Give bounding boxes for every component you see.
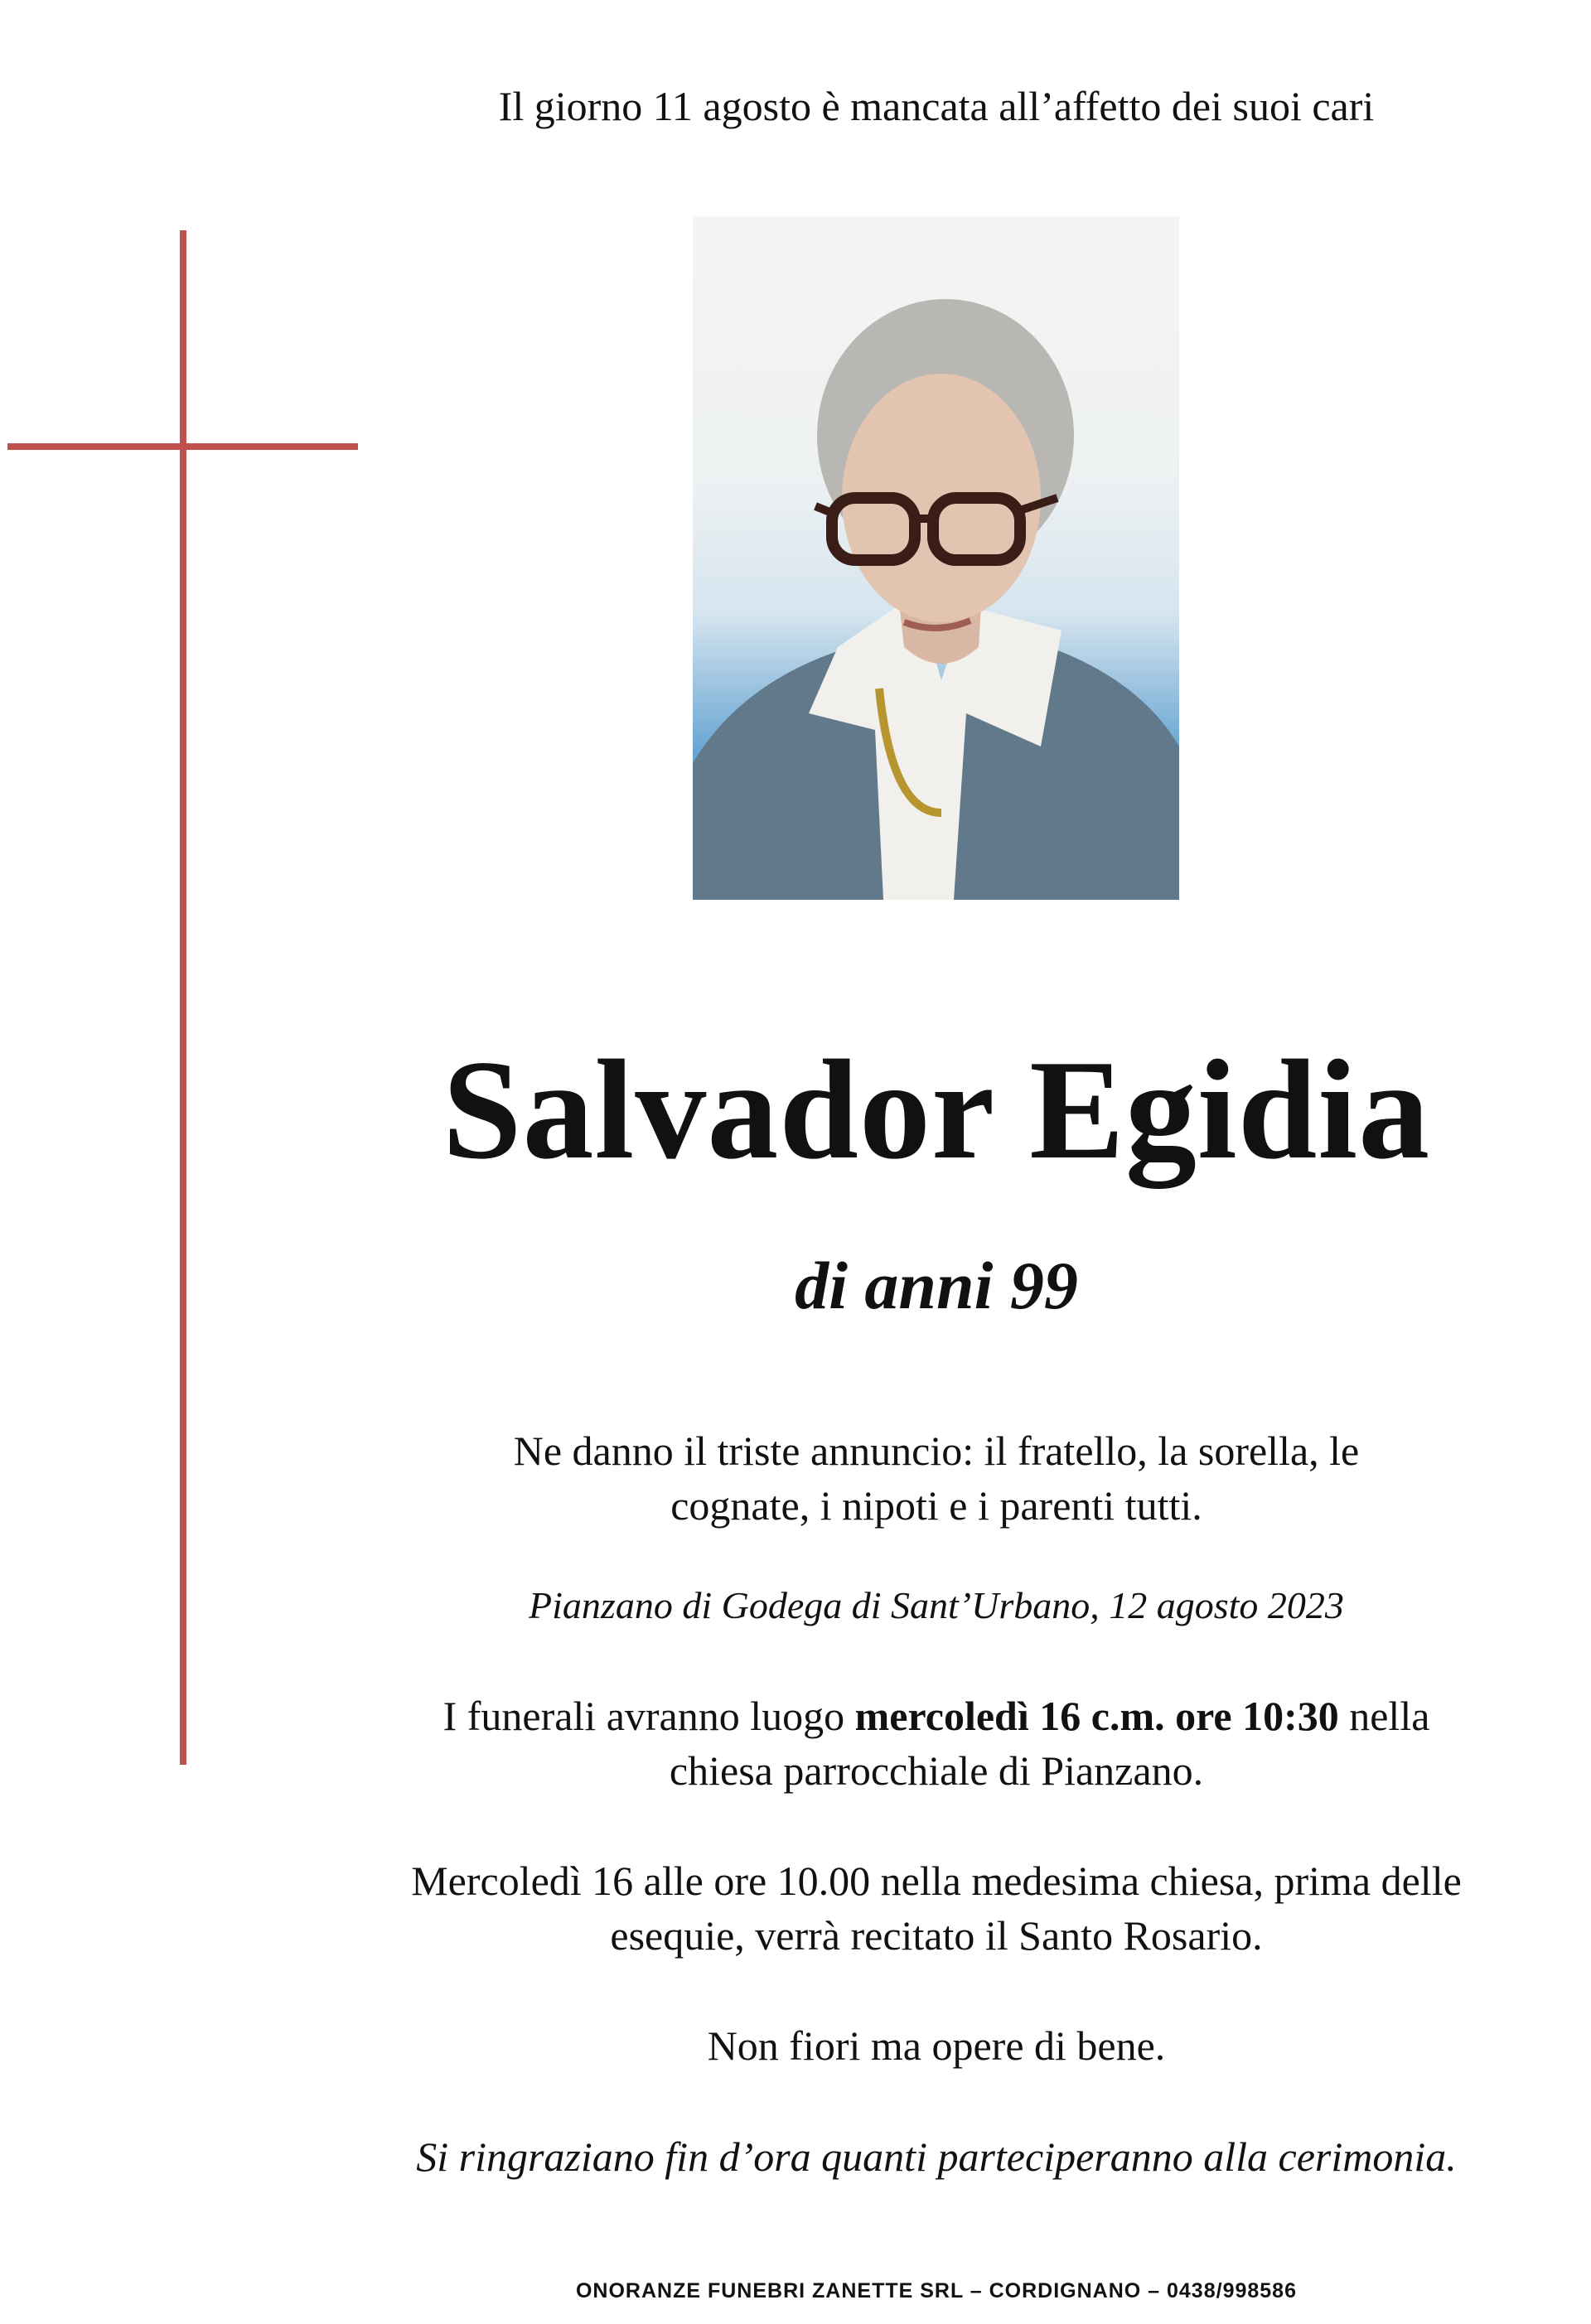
announcement-text (365, 1423, 1508, 1533)
place-date-text: Pianzano di Godega di Sant’Urbano, 12 agosto 2023 (529, 1584, 1344, 1626)
rosary-text (365, 1853, 1508, 1963)
thanks-text: Si ringraziano fin d’ora quanti parteciperanno alla cerimonia. (416, 2133, 1457, 2180)
portrait-illustration (693, 216, 1179, 900)
deceased-name: Salvador Egidia (442, 1032, 1431, 1189)
age-text: di anni 99 (795, 1248, 1078, 1323)
intro-text: Il giorno 11 agosto è mancata all’affetto dei suoi cari (498, 83, 1375, 129)
announcement-line-2: cognate, i nipoti e i parenti tutti. (670, 1482, 1202, 1529)
cross-vertical-bar (180, 230, 186, 1765)
funeral-line-1 (365, 1689, 1508, 1743)
rosary-line-2: esequie, verrà recitato il Santo Rosario. (610, 1912, 1263, 1959)
funeral-line-2: chiesa parrocchiale di Pianzano. (669, 1747, 1204, 1794)
cross-horizontal-bar (7, 443, 358, 450)
portrait-photo (693, 216, 1179, 900)
funeral-text (365, 1689, 1508, 1798)
announcement-line-1: Ne danno il triste annuncio: il fratello, la sorella, le (513, 1428, 1360, 1474)
funeral-date-time: mercoledì 16 c.m. ore 10:30 (854, 1693, 1339, 1739)
rosary-line-1: Mercoledì 16 alle ore 10.00 nella medesima chiesa, prima delle (411, 1858, 1462, 1904)
funeral-prefix: I funerali avranno luogo (442, 1693, 855, 1739)
footer-funeral-home: ONORANZE FUNEBRI ZANETTE SRL – CORDIGNANO – 0438/998586 (575, 2279, 1297, 2302)
flowers-text: Non fiori ma opere di bene. (707, 2022, 1166, 2069)
funeral-suffix: nella (1338, 1693, 1430, 1739)
